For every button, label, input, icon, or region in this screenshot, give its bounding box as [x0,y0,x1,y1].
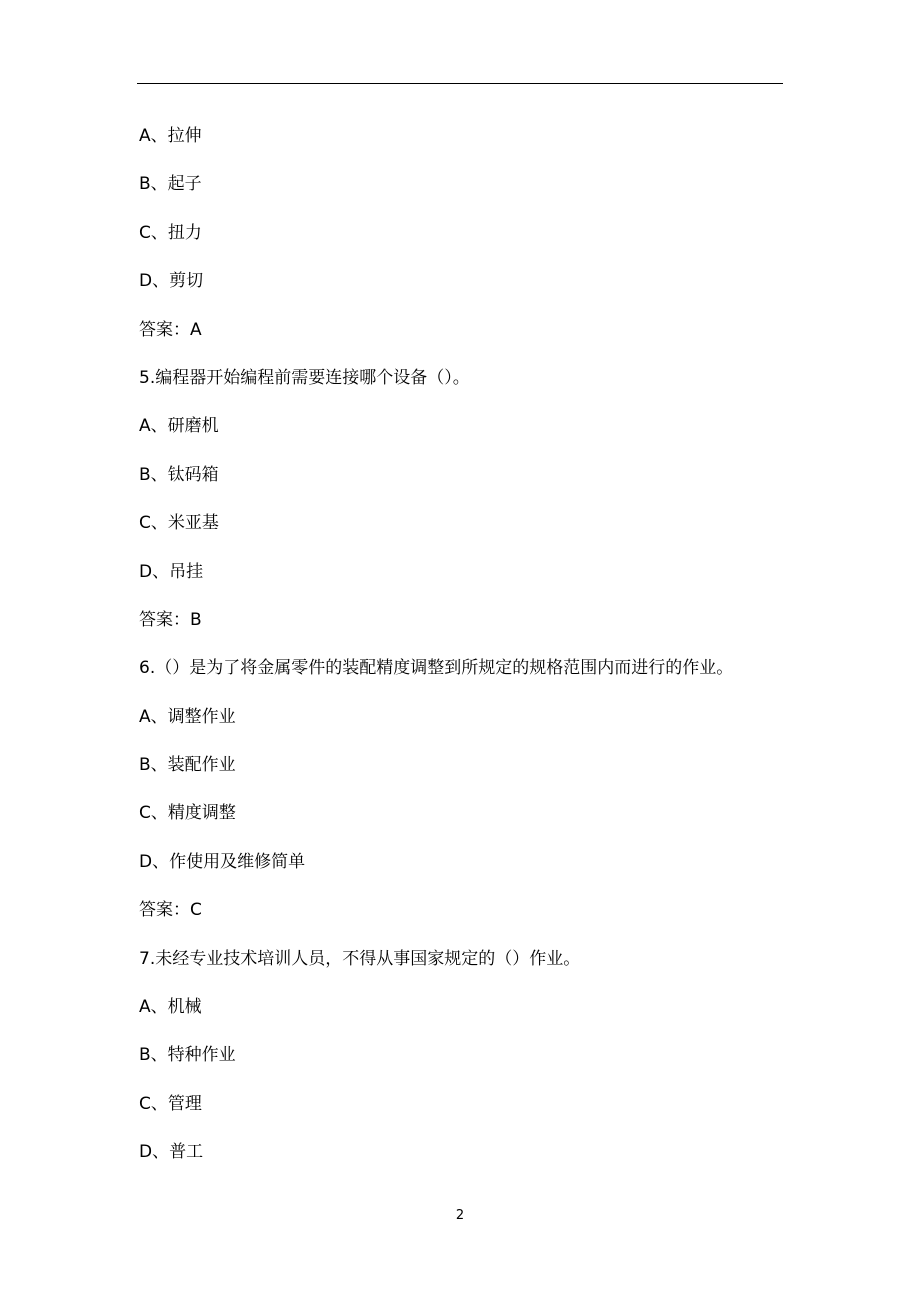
option-c: C、精度调整 [139,803,236,824]
option-d: D、吊挂 [139,561,204,582]
page-number: 2 [455,1208,465,1223]
question-5: 5.编程器开始编程前需要连接哪个设备（）。 [139,367,470,388]
answer: 答案：B [139,609,202,630]
option-b: B、钛码箱 [139,464,219,485]
option-d: D、剪切 [139,271,204,292]
option-b: B、装配作业 [139,755,236,776]
option-d: D、普工 [139,1142,204,1163]
option-c: C、管理 [139,1093,202,1114]
option-a: A、研磨机 [139,416,219,437]
option-b: B、起子 [139,174,202,195]
question-6: 6.（）是为了将金属零件的装配精度调整到所规定的规格范围内而进行的作业。 [139,658,734,679]
document-body [139,112,799,1177]
option-c: C、扭力 [139,222,202,243]
answer: 答案：A [139,319,202,340]
option-d: D、作使用及维修简单 [139,851,306,872]
option-c: C、米亚基 [139,513,219,534]
option-b: B、特种作业 [139,1045,236,1066]
header-rule [137,83,783,84]
option-a: A、调整作业 [139,706,236,727]
question-7: 7.未经专业技术培训人员，不得从事国家规定的（）作业。 [139,948,581,969]
option-a: A、机械 [139,997,202,1018]
answer: 答案：C [139,900,202,921]
option-a: A、拉伸 [139,126,202,146]
